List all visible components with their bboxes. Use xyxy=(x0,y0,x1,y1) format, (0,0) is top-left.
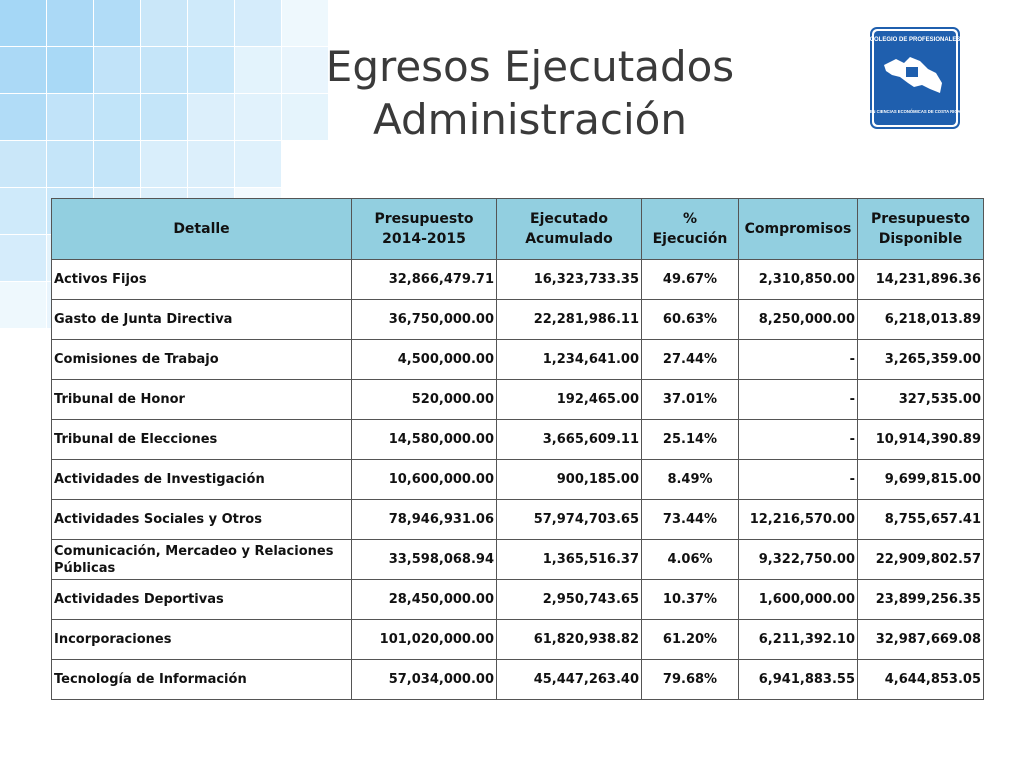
table-cell: 8,250,000.00 xyxy=(739,300,858,340)
table-cell: 57,974,703.65 xyxy=(497,500,642,540)
row-label: Tecnología de Información xyxy=(52,660,352,700)
mosaic-tile xyxy=(47,94,93,140)
table-cell: 27.44% xyxy=(642,340,739,380)
column-header: Presupuesto 2014-2015 xyxy=(352,199,497,260)
table-cell: 9,699,815.00 xyxy=(858,460,984,500)
column-header: Ejecutado Acumulado xyxy=(497,199,642,260)
mosaic-tile xyxy=(94,47,140,93)
table-cell: 10,914,390.89 xyxy=(858,420,984,460)
table-cell: 1,365,516.37 xyxy=(497,540,642,580)
table-cell: 79.68% xyxy=(642,660,739,700)
table-row xyxy=(52,580,984,620)
logo-top-text: COLEGIO DE PROFESIONALES xyxy=(870,37,960,43)
table-row xyxy=(52,300,984,340)
table-cell: 4.06% xyxy=(642,540,739,580)
table-cell: 520,000.00 xyxy=(352,380,497,420)
logo-bottom-text: EN CIENCIAS ECONÓMICAS DE COSTA RICA xyxy=(870,109,960,114)
column-header: Compromisos xyxy=(739,199,858,260)
table-cell: 22,281,986.11 xyxy=(497,300,642,340)
table-cell: 6,211,392.10 xyxy=(739,620,858,660)
mosaic-tile xyxy=(141,141,187,187)
budget-table xyxy=(51,198,984,700)
table-cell: 3,665,609.11 xyxy=(497,420,642,460)
table-cell: 60.63% xyxy=(642,300,739,340)
table-cell: 22,909,802.57 xyxy=(858,540,984,580)
table-cell: 57,034,000.00 xyxy=(352,660,497,700)
table-cell: 28,450,000.00 xyxy=(352,580,497,620)
mosaic-tile xyxy=(47,0,93,46)
row-label: Actividades Sociales y Otros xyxy=(52,500,352,540)
table-cell: 78,946,931.06 xyxy=(352,500,497,540)
mosaic-tile xyxy=(47,141,93,187)
table-cell: 32,987,669.08 xyxy=(858,620,984,660)
table-body xyxy=(52,260,984,700)
row-label: Comisiones de Trabajo xyxy=(52,340,352,380)
table-cell: 73.44% xyxy=(642,500,739,540)
table-cell: 192,465.00 xyxy=(497,380,642,420)
table-header-row xyxy=(52,199,984,260)
table-cell: 327,535.00 xyxy=(858,380,984,420)
mosaic-tile xyxy=(47,47,93,93)
mosaic-tile xyxy=(94,0,140,46)
table-cell: 3,265,359.00 xyxy=(858,340,984,380)
row-label: Tribunal de Elecciones xyxy=(52,420,352,460)
table-cell: 8.49% xyxy=(642,460,739,500)
table-row xyxy=(52,420,984,460)
table-cell: 10,600,000.00 xyxy=(352,460,497,500)
column-header: Detalle xyxy=(52,199,352,260)
table-cell: 25.14% xyxy=(642,420,739,460)
table-row xyxy=(52,340,984,380)
organization-logo xyxy=(870,27,960,129)
table-cell: - xyxy=(739,460,858,500)
mosaic-tile xyxy=(0,47,46,93)
table-cell: 12,216,570.00 xyxy=(739,500,858,540)
slide-title-line2: Administración xyxy=(373,95,687,144)
table-cell: 2,950,743.65 xyxy=(497,580,642,620)
table-cell: 4,644,853.05 xyxy=(858,660,984,700)
table-cell: 33,598,068.94 xyxy=(352,540,497,580)
mosaic-tile xyxy=(0,94,46,140)
table-cell: 23,899,256.35 xyxy=(858,580,984,620)
mosaic-tile xyxy=(188,0,234,46)
mosaic-tile xyxy=(94,94,140,140)
mosaic-tile xyxy=(235,141,281,187)
row-label: Actividades de Investigación xyxy=(52,460,352,500)
row-label: Actividades Deportivas xyxy=(52,580,352,620)
table-cell: 101,020,000.00 xyxy=(352,620,497,660)
column-header: Presupuesto Disponible xyxy=(858,199,984,260)
table-row xyxy=(52,540,984,580)
table-row xyxy=(52,260,984,300)
slide-title xyxy=(230,40,830,146)
table-cell: 9,322,750.00 xyxy=(739,540,858,580)
table-cell: 61,820,938.82 xyxy=(497,620,642,660)
mosaic-tile xyxy=(0,141,46,187)
table-cell: 1,600,000.00 xyxy=(739,580,858,620)
row-label: Tribunal de Honor xyxy=(52,380,352,420)
table-cell: 16,323,733.35 xyxy=(497,260,642,300)
mosaic-tile xyxy=(141,94,187,140)
table-cell: 1,234,641.00 xyxy=(497,340,642,380)
table-cell: - xyxy=(739,340,858,380)
table-row xyxy=(52,380,984,420)
table-cell: 14,580,000.00 xyxy=(352,420,497,460)
mosaic-tile xyxy=(188,94,234,140)
table-row xyxy=(52,620,984,660)
table-row xyxy=(52,660,984,700)
table-cell: 4,500,000.00 xyxy=(352,340,497,380)
mosaic-tile xyxy=(0,235,46,281)
table-cell: 900,185.00 xyxy=(497,460,642,500)
mosaic-tile xyxy=(94,141,140,187)
column-header: % Ejecución xyxy=(642,199,739,260)
row-label: Comunicación, Mercadeo y Relaciones Públicas xyxy=(52,540,352,580)
table-cell: 61.20% xyxy=(642,620,739,660)
table-cell: 8,755,657.41 xyxy=(858,500,984,540)
table-cell: 36,750,000.00 xyxy=(352,300,497,340)
slide-title-line1: Egresos Ejecutados xyxy=(325,42,735,91)
table-cell: 14,231,896.36 xyxy=(858,260,984,300)
table-cell: 10.37% xyxy=(642,580,739,620)
table-cell: 6,941,883.55 xyxy=(739,660,858,700)
row-label: Incorporaciones xyxy=(52,620,352,660)
table-cell: 49.67% xyxy=(642,260,739,300)
table-row xyxy=(52,460,984,500)
table-cell: - xyxy=(739,380,858,420)
table-row xyxy=(52,500,984,540)
row-label: Activos Fijos xyxy=(52,260,352,300)
mosaic-tile xyxy=(188,141,234,187)
mosaic-tile xyxy=(0,0,46,46)
table-cell: 45,447,263.40 xyxy=(497,660,642,700)
row-label: Gasto de Junta Directiva xyxy=(52,300,352,340)
mosaic-tile xyxy=(141,47,187,93)
table-cell: 6,218,013.89 xyxy=(858,300,984,340)
mosaic-tile xyxy=(141,0,187,46)
mosaic-tile xyxy=(188,47,234,93)
table-cell: 2,310,850.00 xyxy=(739,260,858,300)
table-cell: 32,866,479.71 xyxy=(352,260,497,300)
mosaic-tile xyxy=(0,188,46,234)
table-cell: 37.01% xyxy=(642,380,739,420)
mosaic-tile xyxy=(0,282,46,328)
table-cell: - xyxy=(739,420,858,460)
